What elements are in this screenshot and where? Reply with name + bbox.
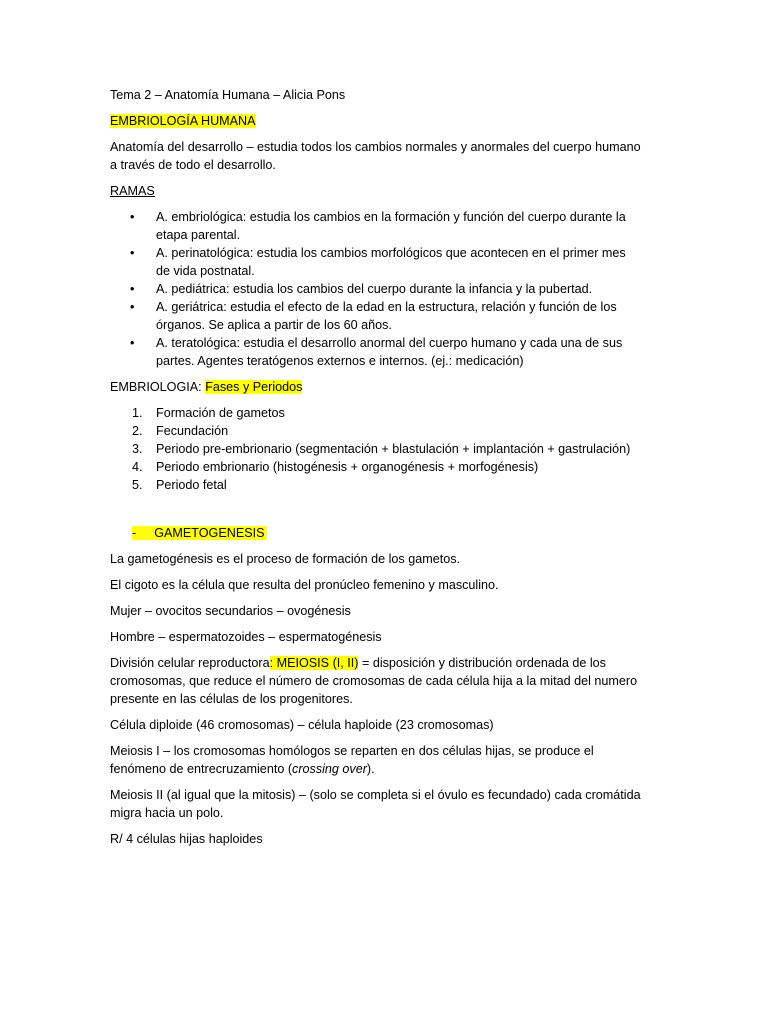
desarrollo-paragraph bbox=[110, 138, 662, 174]
meiosis-ii-line-2: migra hacia un polo. bbox=[110, 806, 224, 820]
embriologia-heading bbox=[110, 378, 662, 396]
gametogenesis-heading bbox=[132, 524, 662, 542]
phase-text: Periodo embrionario (histogénesis + organogénesis + morfogénesis) bbox=[156, 460, 539, 474]
meiosis-i-line-1: Meiosis I – los cromosomas homólogos se reparten en dos células hijas, se produce el bbox=[110, 744, 594, 758]
division-suffix: = disposición y distribución ordenada de los bbox=[358, 656, 606, 670]
document-page bbox=[110, 86, 662, 856]
phase-text: Periodo pre-embrionario (segmentación + blastulación + implantación + gastrulación) bbox=[156, 442, 631, 456]
ramas-list bbox=[110, 208, 662, 370]
ramas-heading bbox=[110, 182, 662, 200]
rama-line-1: A. geriátrica: estudia el efecto de la edad en la estructura, relación y función de los bbox=[156, 300, 617, 314]
mujer-paragraph: Mujer – ovocitos secundarios – ovogénesis bbox=[110, 604, 351, 618]
meiosis-ii-line-1: Meiosis II (al igual que la mitosis) – (solo se completa si el óvulo es fecundado) cada cromátida bbox=[110, 788, 641, 802]
rama-line-1: A. embriológica: estudia los cambios en la formación y función del cuerpo durante la bbox=[156, 210, 626, 224]
celula-paragraph: Célula diploide (46 cromosomas) – célula haploide (23 cromosomas) bbox=[110, 718, 494, 732]
list-item bbox=[110, 280, 662, 298]
list-item bbox=[110, 208, 662, 244]
division-line-3: presente en las células de los progenitores. bbox=[110, 692, 353, 706]
division-prefix: División celular reproductora bbox=[110, 656, 270, 670]
rama-line-1: A. perinatológica: estudia los cambios morfológicos que acontecen en el primer mes bbox=[156, 246, 626, 260]
rama-line-2: partes. Agentes teratógenos externos e internos. (ej.: medicación) bbox=[156, 354, 524, 368]
highlighted-heading: EMBRIOLOGÍA HUMANA bbox=[110, 114, 256, 128]
list-item bbox=[110, 244, 662, 280]
heading-dash: - bbox=[132, 526, 137, 540]
meiosis-ii-paragraph bbox=[110, 786, 662, 822]
bullet-icon: • bbox=[130, 246, 135, 260]
list-item bbox=[110, 476, 662, 494]
division-paragraph bbox=[110, 654, 662, 708]
list-number: 2. bbox=[132, 424, 143, 438]
list-number: 4. bbox=[132, 460, 143, 474]
embriologia-prefix: EMBRIOLOGIA: bbox=[110, 380, 206, 394]
phases-list bbox=[110, 404, 662, 494]
rama-line-2: órganos. Se aplica a partir de los 60 años. bbox=[156, 318, 392, 332]
phase-text: Periodo fetal bbox=[156, 478, 227, 492]
meiosis-i-paragraph bbox=[110, 742, 662, 778]
crossing-over-term: crossing over bbox=[292, 762, 367, 776]
list-item bbox=[110, 458, 662, 476]
gametogenesis-definition: La gametogénesis es el proceso de formación de los gametos. bbox=[110, 552, 461, 566]
bullet-icon: • bbox=[130, 336, 135, 350]
meiosis-i-line-2-suffix: ). bbox=[366, 762, 375, 776]
section-heading-embriologia bbox=[110, 112, 662, 130]
result-paragraph: R/ 4 células hijas haploides bbox=[110, 832, 263, 846]
bullet-icon: • bbox=[130, 282, 135, 296]
desarrollo-line-1: Anatomía del desarrollo – estudia todos los cambios normales y anormales del cuerpo humano bbox=[110, 140, 641, 154]
gametogenesis-label: GAMETOGENESIS bbox=[154, 526, 265, 540]
gametogenesis-highlight bbox=[132, 526, 267, 540]
embriologia-highlight: Fases y Periodos bbox=[205, 380, 303, 394]
bullet-icon: • bbox=[130, 300, 135, 314]
ramas-label: RAMAS bbox=[110, 184, 155, 198]
division-line-2: cromosomas, que reduce el número de cromosomas de cada célula hija a la mitad del numero bbox=[110, 674, 638, 688]
list-number: 5. bbox=[132, 478, 143, 492]
hombre-paragraph: Hombre – espermatozoides – espermatogénesis bbox=[110, 630, 382, 644]
list-item bbox=[110, 440, 662, 458]
rama-line-2: etapa parental. bbox=[156, 228, 241, 242]
phase-text: Formación de gametos bbox=[156, 406, 285, 420]
desarrollo-line-2: a través de todo el desarrollo. bbox=[110, 158, 276, 172]
document-title: Tema 2 – Anatomía Humana – Alicia Pons bbox=[110, 88, 346, 102]
meiosis-i-line-2-prefix: fenómeno de entrecruzamiento ( bbox=[110, 762, 293, 776]
cigoto-paragraph: El cigoto es la célula que resulta del pronúcleo femenino y masculino. bbox=[110, 578, 499, 592]
list-number: 1. bbox=[132, 406, 143, 420]
rama-line-1: A. teratológica: estudia el desarrollo anormal del cuerpo humano y cada una de sus bbox=[156, 336, 623, 350]
meiosis-highlight: : MEIOSIS (I, II) bbox=[269, 656, 359, 670]
rama-line-2: de vida postnatal. bbox=[156, 264, 255, 278]
list-item bbox=[110, 404, 662, 422]
list-item bbox=[110, 422, 662, 440]
list-item bbox=[110, 334, 662, 370]
bullet-icon: • bbox=[130, 210, 135, 224]
phase-text: Fecundación bbox=[156, 424, 229, 438]
rama-line-1: A. pediátrica: estudia los cambios del cuerpo durante la infancia y la pubertad. bbox=[156, 282, 593, 296]
list-item bbox=[110, 298, 662, 334]
list-number: 3. bbox=[132, 442, 143, 456]
